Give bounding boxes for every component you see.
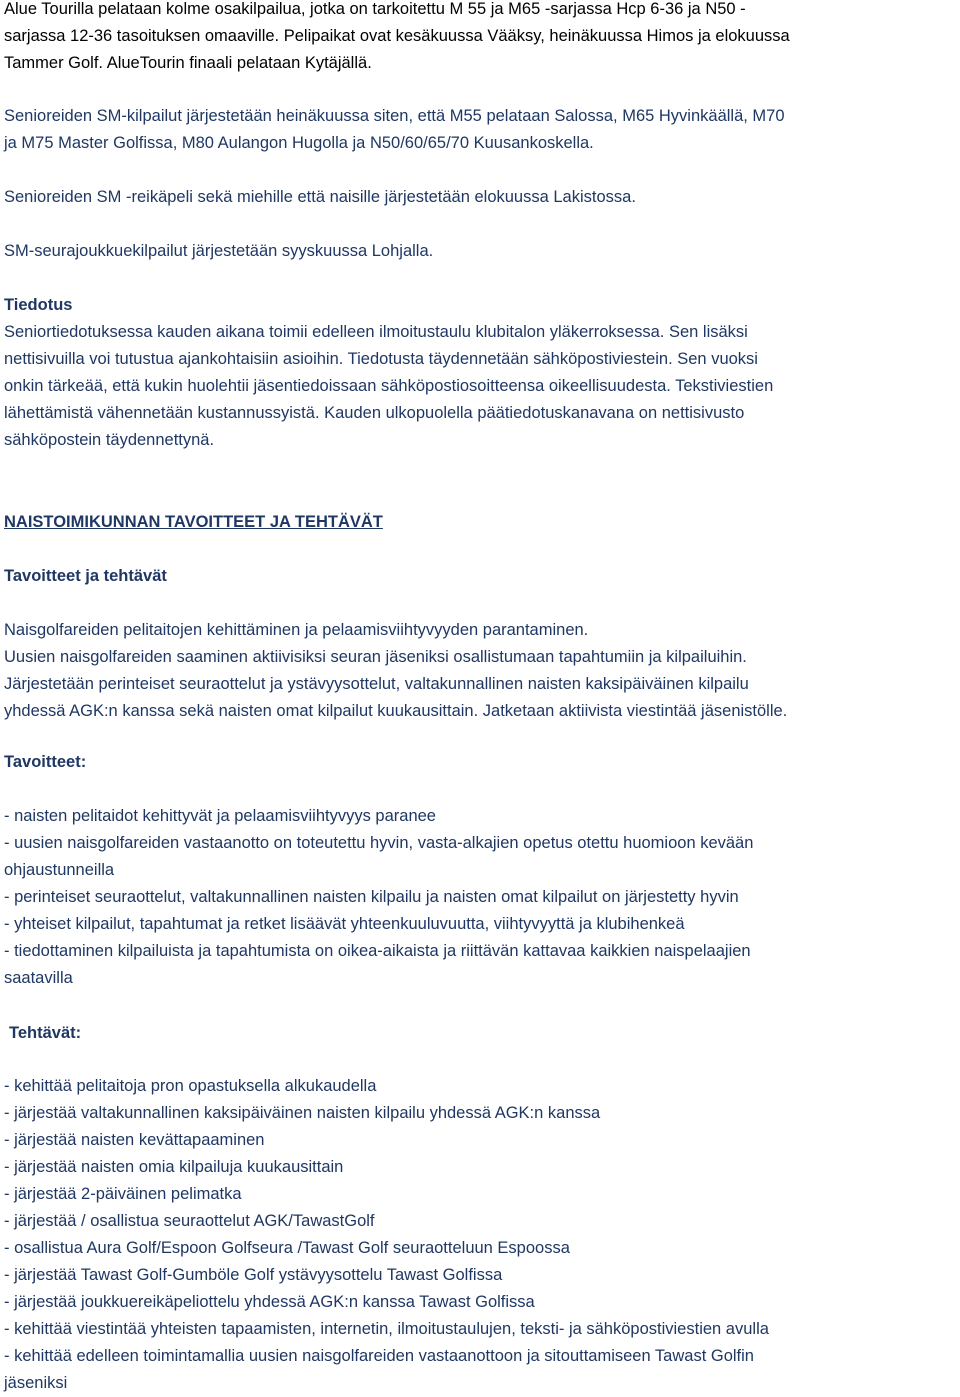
task-item: - kehittää edelleen toimintamallia uusien naisgolfareiden vastaanottoon ja sitouttamiseen Tawast Golfin <box>4 1347 754 1365</box>
task-item: - järjestää Tawast Golf-Gumböle Golf ystävyysottelu Tawast Golfissa <box>4 1266 503 1284</box>
intro-paragraph <box>4 0 790 77</box>
task-item: - järjestää naisten kevättapaaminen <box>4 1131 265 1149</box>
seniors-sm-line: Senioreiden SM-kilpailut järjestetään heinäkuussa siten, että M55 pelataan Salossa, M65 Hyvinkäällä, M70 <box>4 107 785 125</box>
goal-item: - yhteiset kilpailut, tapahtumat ja retket lisäävät yhteenkuuluvuutta, viihtyvyyttä ja klubihenkeä <box>4 915 685 933</box>
tiedotus-line: lähettämistä vähennetään kustannussyistä. Kauden ulkopuolella päätiedotuskanavana on nettisivusto <box>4 404 745 422</box>
intro-line: Alue Tourilla pelataan kolme osakilpailua, jotka on tarkoitettu M 55 ja M65 -sarjassa Hcp 6-36 ja N50 - <box>4 0 746 18</box>
intro-line: sarjassa 12-36 tasoituksen omaaville. Pelipaikat ovat kesäkuussa Vääksy, heinäkuussa Himos ja elokuussa <box>4 27 790 45</box>
seniors-sm-line: ja M75 Master Golfissa, M80 Aulangon Hugolla ja N50/60/65/70 Kuusankoskella. <box>4 134 594 152</box>
task-item: - järjestää 2-päiväinen pelimatka <box>4 1185 242 1203</box>
tiedotus-heading: Tiedotus <box>4 296 73 314</box>
task-item: - järjestää naisten omia kilpailuja kuukausittain <box>4 1158 344 1176</box>
committee-intro-line: yhdessä AGK:n kanssa sekä naisten omat kilpailut kuukausittain. Jatketaan aktiivista viestintää jäsenistölle. <box>4 702 788 720</box>
tiedotus-line: nettisivuilla voi tutustua ajankohtaisiin asioihin. Tiedotusta täydennetään sähköpostiviestein. Sen vuoksi <box>4 350 758 368</box>
committee-intro-line: Uusien naisgolfareiden saaminen aktiivisiksi seuran jäseniksi osallistumaan tapahtumiin ja kilpailuihin. <box>4 648 747 666</box>
committee-title: NAISTOIMIKUNNAN TAVOITTEET JA TEHTÄVÄT <box>4 513 383 531</box>
committee-intro-line: Järjestetään perinteiset seuraottelut ja ystävyysottelut, valtakunnallinen naisten kaksipäiväinen kilpailu <box>4 675 749 693</box>
tiedotus-line: Seniortiedotuksessa kauden aikana toimii edelleen ilmoitustaulu klubitalon yläkerroksessa. Sen lisäksi <box>4 323 748 341</box>
task-item: - järjestää / osallistua seuraottelut AGK/TawastGolf <box>4 1212 375 1230</box>
intro-line: Tammer Golf. AlueTourin finaali pelataan Kytäjällä. <box>4 54 372 72</box>
task-item: jäseniksi <box>4 1374 68 1392</box>
task-item: - järjestää valtakunnallinen kaksipäiväinen naisten kilpailu yhdessä AGK:n kanssa <box>4 1104 601 1122</box>
seniors-sm-paragraph <box>4 103 785 157</box>
goal-item: saatavilla <box>4 969 73 987</box>
goal-item: - tiedottaminen kilpailuista ja tapahtumista on oikea-aikaista ja riittävän kattavaa kaikkien naispelaajien <box>4 942 751 960</box>
task-item: - kehittää pelitaitoja pron opastuksella alkukaudella <box>4 1077 377 1095</box>
goal-item: ohjaustunneilla <box>4 861 115 879</box>
hole-play-paragraph: Senioreiden SM -reikäpeli sekä miehille että naisille järjestetään elokuussa Lakistossa. <box>4 188 636 206</box>
goals-heading: Tavoitteet: <box>4 753 87 771</box>
committee-intro <box>4 617 787 725</box>
goal-item: - naisten pelitaidot kehittyvät ja pelaamisviihtyvyys paranee <box>4 807 436 825</box>
club-team-paragraph: SM-seurajoukkuekilpailut järjestetään syyskuussa Lohjalla. <box>4 242 434 260</box>
tasks-list <box>4 1073 769 1397</box>
task-item: - osallistua Aura Golf/Espoon Golfseura /Tawast Golf seuraotteluun Espoossa <box>4 1239 570 1257</box>
goal-item: - uusien naisgolfareiden vastaanotto on toteutettu hyvin, vasta-alkajien opetus otettu huomioon kevään <box>4 834 754 852</box>
tasks-heading: Tehtävät: <box>9 1024 82 1042</box>
task-item: - kehittää viestintää yhteisten tapaamisten, internetin, ilmoitustaulujen, teksti- ja sähköpostiviestien avulla <box>4 1320 769 1338</box>
tiedotus-line: onkin tärkeää, että kukin huolehtii jäsentiedoissaan sähköpostiosoitteensa oikeellisuudesta. Tekstiviestien <box>4 377 774 395</box>
tiedotus-line: sähköpostein täydennettynä. <box>4 431 215 449</box>
goals-list <box>4 803 753 992</box>
goal-item: - perinteiset seuraottelut, valtakunnallinen naisten kilpailu ja naisten omat kilpailut on järjestetty hyvin <box>4 888 739 906</box>
tiedotus-body <box>4 319 773 454</box>
committee-intro-line: Naisgolfareiden pelitaitojen kehittäminen ja pelaamisviihtyvyyden parantaminen. <box>4 621 589 639</box>
task-item: - järjestää joukkuereikäpeliottelu yhdessä AGK:n kanssa Tawast Golfissa <box>4 1293 535 1311</box>
tiedotus-section <box>4 292 773 454</box>
committee-subtitle: Tavoitteet ja tehtävät <box>4 567 167 585</box>
